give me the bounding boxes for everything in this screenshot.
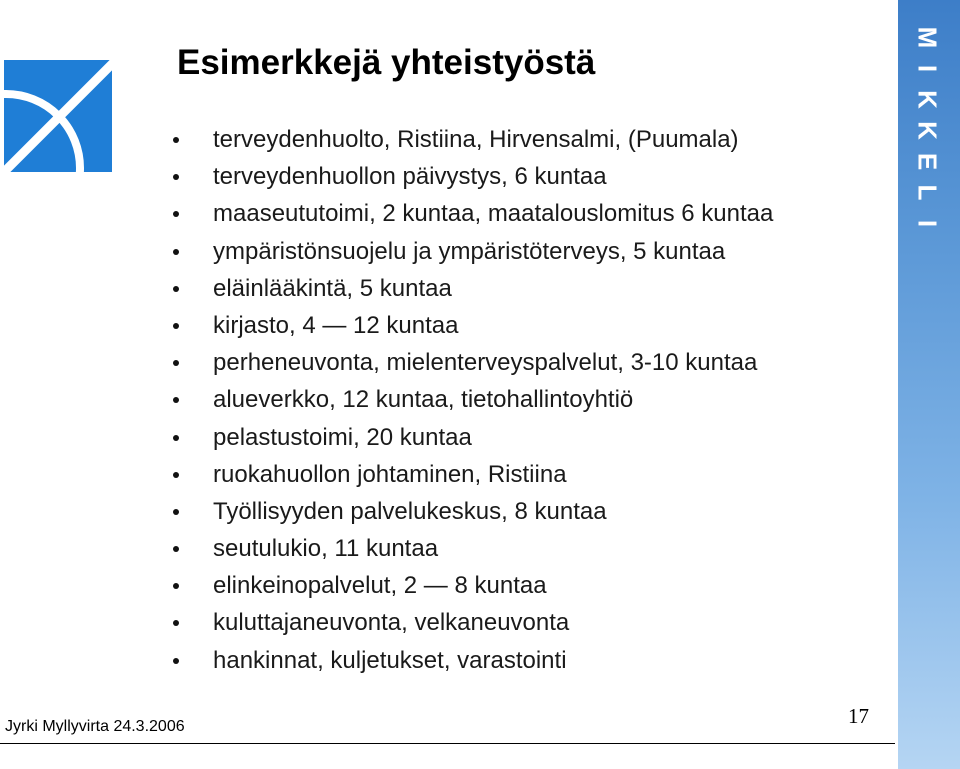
bullet-dot-icon [173, 249, 179, 255]
footer-author: Jyrki Myllyvirta 24.3.2006 [5, 718, 185, 735]
bullet-text: eläinlääkintä, 5 kuntaa [213, 274, 452, 302]
bullet-dot-icon [173, 286, 179, 292]
brand-letter: E [912, 152, 943, 171]
sidebar-brand-strip [898, 0, 960, 769]
bullet-item [168, 381, 773, 418]
bullet-text: ruokahuollon johtaminen, Ristiina [213, 460, 567, 488]
bullet-item [168, 493, 773, 530]
mikkeli-emblem-icon [4, 60, 112, 172]
bullet-text: pelastustoimi, 20 kuntaa [213, 423, 472, 451]
bullet-dot-icon [173, 509, 179, 515]
bullet-item [168, 121, 773, 158]
bullet-dot-icon [173, 472, 179, 478]
footer-divider [0, 743, 895, 744]
bullet-item [168, 419, 773, 456]
bullet-list [168, 121, 773, 679]
brand-letter: I [912, 219, 943, 228]
bullet-text: maaseututoimi, 2 kuntaa, maatalouslomitus 6 kuntaa [213, 200, 774, 228]
brand-letter: K [912, 121, 943, 140]
bullet-text: kirjasto, 4 — 12 kuntaa [213, 311, 459, 339]
bullet-dot-icon [173, 137, 179, 143]
bullet-dot-icon [173, 620, 179, 626]
bullet-text: perheneuvonta, mielenterveyspalvelut, 3-10 kuntaa [213, 349, 758, 377]
bullet-item [168, 233, 773, 270]
slide-title: Esimerkkejä yhteistyöstä [177, 43, 596, 82]
bullet-dot-icon [173, 211, 179, 217]
bullet-text: hankinnat, kuljetukset, varastointi [213, 646, 567, 674]
bullet-dot-icon [173, 435, 179, 441]
bullet-item [168, 567, 773, 604]
bullet-dot-icon [173, 658, 179, 664]
page-number: 17 [848, 704, 869, 728]
bullet-dot-icon [173, 583, 179, 589]
bullet-item [168, 344, 773, 381]
brand-letter: L [912, 184, 943, 201]
bullet-item [168, 270, 773, 307]
bullet-dot-icon [173, 323, 179, 329]
bullet-text: seutulukio, 11 kuntaa [213, 535, 439, 563]
brand-letter: M [912, 26, 943, 49]
bullet-text: Työllisyyden palvelukeskus, 8 kuntaa [213, 497, 607, 525]
bullet-item [168, 642, 773, 679]
brand-letter: K [912, 90, 943, 109]
bullet-text: ympäristönsuojelu ja ympäristöterveys, 5 kuntaa [213, 237, 726, 265]
brand-letter: I [912, 64, 943, 73]
bullet-item [168, 604, 773, 641]
bullet-item [168, 158, 773, 195]
bullet-dot-icon [173, 174, 179, 180]
bullet-item [168, 530, 773, 567]
bullet-text: alueverkko, 12 kuntaa, tietohallintoyhtiö [213, 386, 634, 414]
mikkeli-wordmark [911, 22, 943, 239]
bullet-item [168, 456, 773, 493]
bullet-dot-icon [173, 397, 179, 403]
bullet-text: kuluttajaneuvonta, velkaneuvonta [213, 609, 570, 637]
bullet-text: elinkeinopalvelut, 2 — 8 kuntaa [213, 572, 547, 600]
bullet-dot-icon [173, 546, 179, 552]
bullet-item [168, 195, 773, 232]
bullet-text: terveydenhuolto, Ristiina, Hirvensalmi, (Puumala) [213, 126, 739, 153]
bullet-item [168, 307, 773, 344]
bullet-dot-icon [173, 360, 179, 366]
bullet-text: terveydenhuollon päivystys, 6 kuntaa [213, 163, 607, 191]
